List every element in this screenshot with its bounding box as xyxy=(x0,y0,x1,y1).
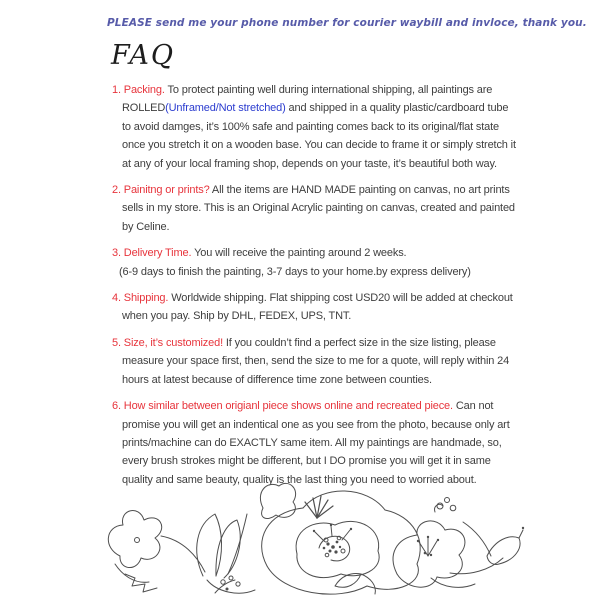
phone-number-note: PLEASE send me your phone number for courier waybill and invloce, thank you. xyxy=(107,17,587,29)
faq-item-delivery-time xyxy=(112,244,516,281)
item-heading: 1. Packing. xyxy=(112,84,165,96)
item-body: All the items are HAND MADE painting on canvas, no art prints sells in my store. This is an Original Acrylic painting on canvas, created and painted by Celine. xyxy=(122,184,515,233)
item-body: If you couldn’t find a perfect size in the size listing, please measure your space first, then, send the size to me for a quote, will reply within 24 hours at latest because of difference time zone between counties. xyxy=(122,336,510,386)
item-body: To protect painting well during international shipping, all paintings are ROLLED xyxy=(122,84,493,115)
delivery-subline: (6-9 days to finish the painting, 3-7 days to your home.by express delivery) xyxy=(119,265,471,278)
unframed-highlight: (Unframed/Not stretched) xyxy=(165,102,286,115)
item-heading: 4. Shipping. xyxy=(112,292,169,305)
item-body: You will receive the painting around 2 weeks. xyxy=(194,247,407,260)
item-heading: 3. Delivery Time. xyxy=(112,247,192,260)
faq-list xyxy=(112,81,516,497)
faq-item-shipping xyxy=(112,289,516,326)
flower-line-art-icon xyxy=(95,478,525,600)
faq-item-similarity xyxy=(112,397,516,489)
item-body: Can not promise you will get an indentical one as you see from the photo, because only art prints/machine can do EXACTLY same item. All my paintings are handmade, so, every brush strokes might be different, but I DO promise you will get it in same quality and same beauty, quality is the last thing you need to worried about. xyxy=(122,400,510,486)
item-heading: 6. How similar between origianl piece shows online and recreated piece. xyxy=(112,400,453,413)
faq-item-size-customized xyxy=(112,334,516,389)
faq-item-packing xyxy=(112,81,516,173)
item-body: Worldwide shipping. Flat shipping cost USD20 will be added at checkout when you pay. Ship by DHL, FEDEX, UPS, TNT. xyxy=(122,292,513,323)
item-body: and shipped in a quality plastic/cardboard tube to avoid damges, it’s 100% safe and painting comes back to its original/flat state once you stretch it on a wooden base. You can decide to frame it or simply stretch it at any of your local framing shop, depends on your taste, it’s beautiful both way. xyxy=(122,102,516,170)
item-heading: 2. Painitng or prints? xyxy=(112,184,210,197)
item-heading: 5. Size, it’s customized! xyxy=(112,336,223,349)
page-title: FAQ xyxy=(111,40,176,71)
faq-item-painting-or-prints xyxy=(112,181,516,236)
